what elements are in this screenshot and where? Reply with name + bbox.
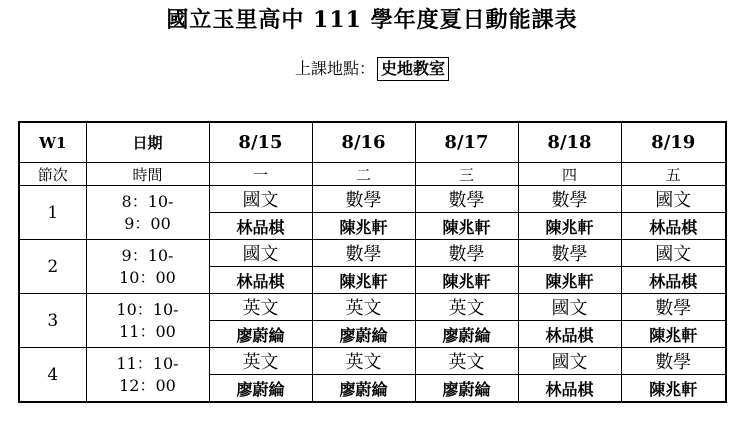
date-header-cell: 8/16 — [312, 122, 415, 163]
teacher-cell: 陳兆軒 — [415, 267, 518, 294]
time-start: 11：10- — [116, 353, 179, 373]
teacher-cell: 陳兆軒 — [312, 267, 415, 294]
period-number: 3 — [19, 294, 86, 348]
teacher-cell: 林品棋 — [621, 213, 726, 240]
subject-cell: 國文 — [518, 294, 621, 321]
teacher-cell: 林品棋 — [209, 213, 312, 240]
subject-cell: 數學 — [312, 240, 415, 267]
teacher-cell: 陳兆軒 — [312, 213, 415, 240]
subject-cell: 英文 — [209, 294, 312, 321]
subject-cell: 英文 — [415, 348, 518, 375]
teacher-cell: 廖蔚綸 — [312, 375, 415, 403]
subject-cell: 英文 — [312, 348, 415, 375]
subject-cell: 數學 — [621, 294, 726, 321]
location-value: 史地教室 — [377, 57, 449, 81]
subject-cell: 國文 — [209, 240, 312, 267]
time-start: 8：10- — [121, 191, 174, 211]
teacher-cell: 陳兆軒 — [621, 321, 726, 348]
date-header-cell: 8/15 — [209, 122, 312, 163]
teacher-cell: 林品棋 — [518, 375, 621, 403]
period-time — [86, 240, 209, 294]
subject-cell: 數學 — [518, 240, 621, 267]
date-header-cell: 8/18 — [518, 122, 621, 163]
subject-cell: 數學 — [415, 186, 518, 213]
period-time — [86, 294, 209, 348]
schedule-table — [18, 121, 727, 403]
teacher-cell: 林品棋 — [518, 321, 621, 348]
page-title: 國立玉里高中 111 學年度夏日動能課表 — [166, 7, 578, 33]
time-header: 時間 — [86, 163, 209, 186]
date-header: 日期 — [86, 122, 209, 163]
period-header: 節次 — [19, 163, 86, 186]
teacher-cell: 林品棋 — [621, 267, 726, 294]
period-subject-row — [19, 348, 726, 375]
subject-cell: 國文 — [209, 186, 312, 213]
period-subject-row — [19, 294, 726, 321]
period-number: 1 — [19, 186, 86, 240]
subject-cell: 國文 — [518, 348, 621, 375]
subject-cell: 英文 — [415, 294, 518, 321]
weekday-cell: 四 — [518, 163, 621, 186]
period-time — [86, 348, 209, 403]
teacher-cell: 陳兆軒 — [415, 213, 518, 240]
time-end: 9：00 — [124, 213, 171, 233]
weekday-cell: 五 — [621, 163, 726, 186]
time-end: 12：00 — [119, 375, 176, 395]
subject-cell: 國文 — [621, 186, 726, 213]
subject-cell: 數學 — [518, 186, 621, 213]
subject-cell: 數學 — [621, 348, 726, 375]
period-subject-row — [19, 240, 726, 267]
subject-cell: 英文 — [209, 348, 312, 375]
weekday-row — [19, 163, 726, 186]
subject-cell: 數學 — [415, 240, 518, 267]
teacher-cell: 陳兆軒 — [518, 267, 621, 294]
teacher-cell: 廖蔚綸 — [209, 321, 312, 348]
teacher-cell: 陳兆軒 — [518, 213, 621, 240]
period-time — [86, 186, 209, 240]
weekday-cell: 三 — [415, 163, 518, 186]
date-header-cell: 8/17 — [415, 122, 518, 163]
week-label: W1 — [19, 122, 86, 163]
teacher-cell: 廖蔚綸 — [415, 375, 518, 403]
header-row — [19, 122, 726, 163]
weekday-cell: 一 — [209, 163, 312, 186]
teacher-cell: 廖蔚綸 — [209, 375, 312, 403]
location-label: 上課地點： — [294, 59, 375, 78]
period-subject-row — [19, 186, 726, 213]
period-number: 2 — [19, 240, 86, 294]
date-header-cell: 8/19 — [621, 122, 726, 163]
subject-cell: 數學 — [312, 186, 415, 213]
time-start: 10：10- — [116, 299, 179, 319]
time-end: 11：00 — [119, 321, 176, 341]
time-start: 9：10- — [121, 245, 174, 265]
subject-cell: 國文 — [621, 240, 726, 267]
teacher-cell: 林品棋 — [209, 267, 312, 294]
subject-cell: 英文 — [312, 294, 415, 321]
teacher-cell: 廖蔚綸 — [312, 321, 415, 348]
location-line — [0, 56, 744, 81]
teacher-cell: 陳兆軒 — [621, 375, 726, 403]
period-number: 4 — [19, 348, 86, 403]
weekday-cell: 二 — [312, 163, 415, 186]
teacher-cell: 廖蔚綸 — [415, 321, 518, 348]
time-end: 10：00 — [119, 267, 176, 287]
